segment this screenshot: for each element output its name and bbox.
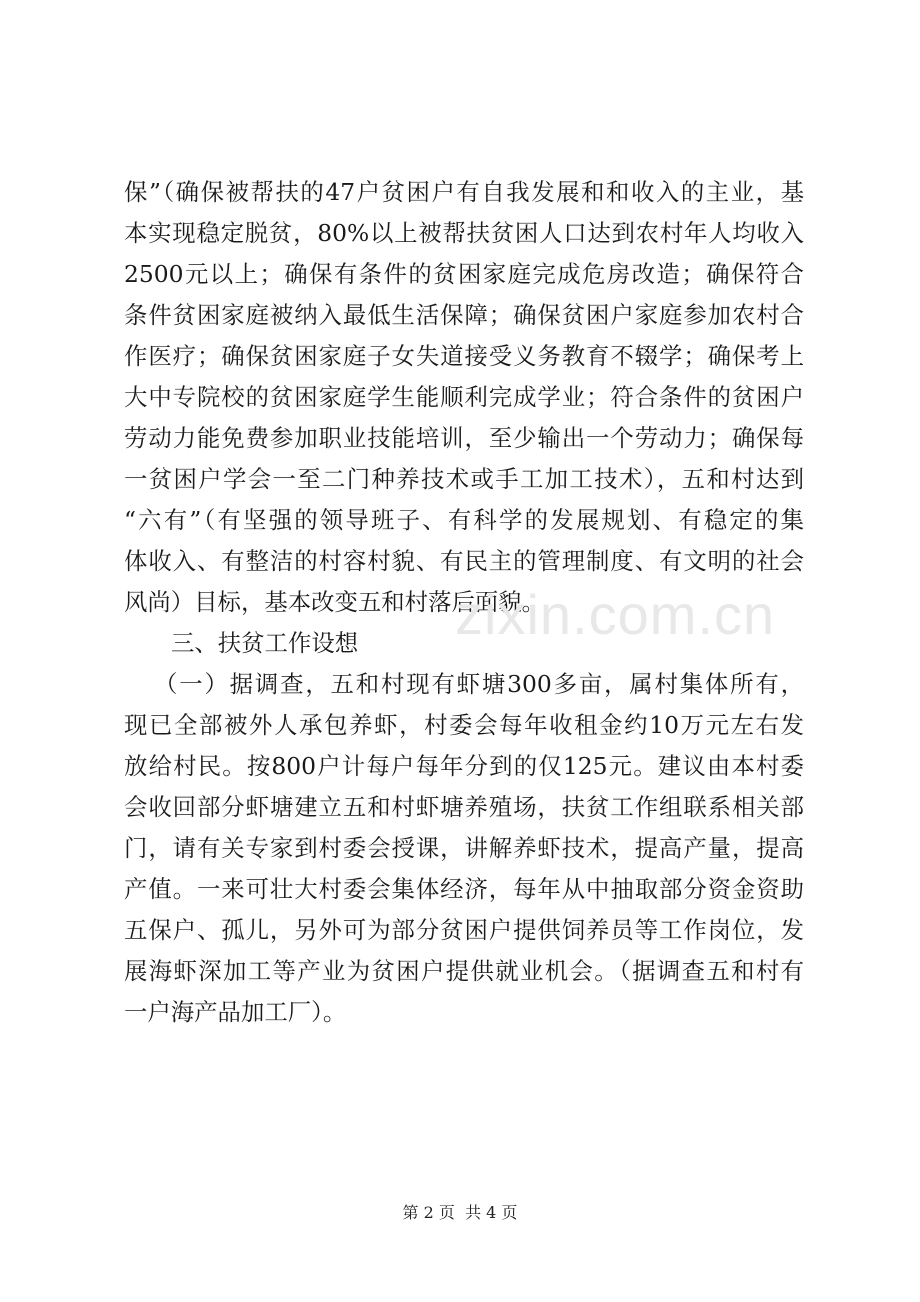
text-line: 体收入、有整洁的村容村貌、有民主的管理制度、有文明的社会 (124, 547, 804, 575)
text-line: 风尚）目标，基本改变五和村落后面貌。 (124, 588, 546, 616)
text-line: （一）据调查，五和村现有虾塘300多亩，属村集体所有， (154, 670, 804, 698)
text-line: 劳动力能免费参加职业技能培训，至少输出一个劳动力；确保每 (124, 424, 804, 452)
text-line: 保”（确保被帮扶的47户贫困户有自我发展和和收入的主业，基 (124, 178, 804, 206)
watermark: zixin.com.cn (455, 583, 776, 646)
text-line: 本实现稳定脱贫，80%以上被帮扶贫困人口达到农村年人均收入 (124, 219, 804, 247)
text-line: 产值。一来可壮大村委会集体经济，每年从中抽取部分资金资助 (124, 875, 804, 903)
document-body (124, 172, 804, 1033)
text-line: 放给村民。按800户计每户每年分到的仅125元。建议由本村委 (124, 752, 804, 780)
text-line: 大中专院校的贫困家庭学生能顺利完成学业；符合条件的贫困户 (124, 383, 804, 411)
text-line: 一贫困户学会一至二门种养技术或手工加工技术），五和村达到 (124, 465, 804, 493)
text-line: 2500元以上；确保有条件的贫困家庭完成危房改造；确保符合 (124, 260, 804, 288)
text-line: 门，请有关专家到村委会授课，讲解养虾技术，提高产量，提高 (124, 834, 804, 862)
section-heading: 三、扶贫工作设想 (171, 629, 359, 657)
text-line: 作医疗；确保贫困家庭子女失道接受义务教育不辍学；确保考上 (124, 342, 804, 370)
text-line: 条件贫困家庭被纳入最低生活保障；确保贫困户家庭参加农村合 (124, 301, 804, 329)
text-line: 会收回部分虾塘建立五和村虾塘养殖场，扶贫工作组联系相关部 (124, 793, 804, 821)
page-number-footer: 第 2 页 共 4 页 (402, 1203, 518, 1222)
text-line: 展海虾深加工等产业为贫困户提供就业机会。（据调查五和村有 (124, 957, 804, 985)
text-line: 现已全部被外人承包养虾，村委会每年收租金约10万元左右发 (124, 711, 804, 739)
text-line: 五保户、孤儿，另外可为部分贫困户提供饲养员等工作岗位，发 (124, 916, 804, 944)
text-line: “六有”（有坚强的领导班子、有科学的发展规划、有稳定的集 (124, 506, 804, 534)
text-line: 一户海产品加工厂）。 (124, 998, 347, 1026)
